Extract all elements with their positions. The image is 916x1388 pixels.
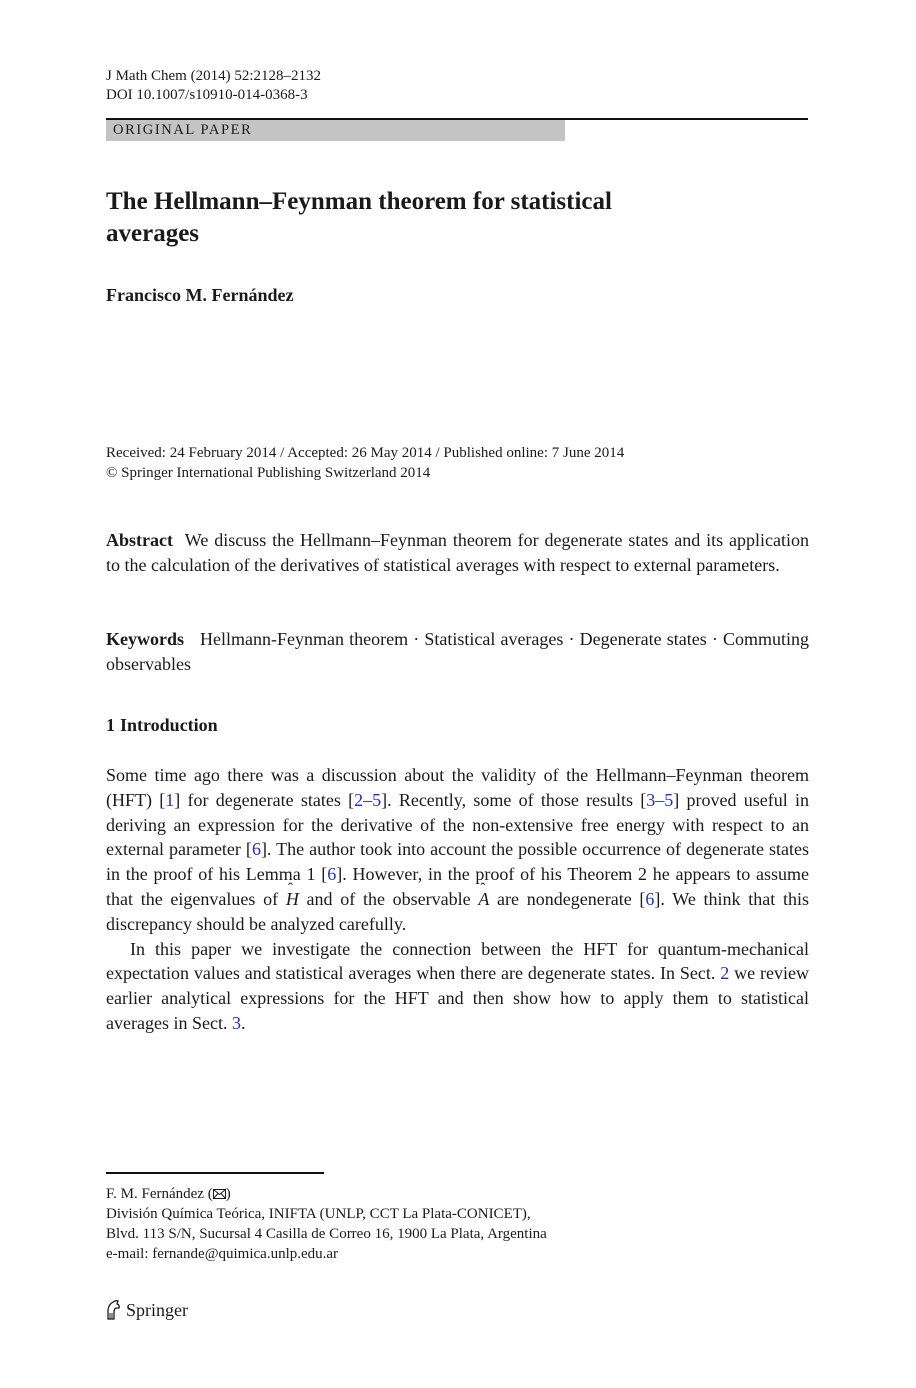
author-footnote: [106, 1184, 547, 1264]
introduction-body: [106, 763, 809, 1036]
text-run: ] for degenerate states [: [174, 789, 355, 810]
text-run: ]. Recently, some of those results [: [381, 789, 647, 810]
section-number: 1: [106, 715, 115, 735]
text-run: .: [240, 1012, 246, 1033]
text-run: In this paper we investigate the connection between the HFT for quantum-mechanical expectation values and statistical averages when there are degenerate states. In Sect.: [106, 938, 809, 984]
footnote-rule: [106, 1172, 324, 1174]
section-heading: [106, 713, 218, 737]
text-run: ]. We think that this discrepancy should be analyzed carefully.: [106, 888, 809, 934]
section-link[interactable]: 2: [720, 963, 730, 984]
text-run: ]. The author took into account the possible occurrence of degenerate states in the proof of his Lemma 1 [: [106, 839, 810, 885]
text-run: ]. However, in the proof of his Theorem 2 he appears to assume that the eigenvalues of: [106, 864, 809, 909]
text-run: are nondegenerate [: [489, 888, 646, 909]
abstract-text: We discuss the Hellmann–Feynman theorem for degenerate states and its application to the calculation of the derivatives of statistical averages with respect to external parameters.: [106, 530, 809, 575]
abstract: [106, 528, 809, 578]
copyright-line: © Springer International Publishing Switzerland 2014: [106, 465, 431, 481]
text-run: ): [225, 1186, 231, 1202]
citation-link[interactable]: 1: [165, 789, 175, 810]
doi: DOI 10.1007/s10910-014-0368-3: [106, 87, 308, 103]
paper-title: The Hellmann–Feynman theorem for statistical averages: [106, 188, 612, 247]
publication-dates: [106, 443, 624, 483]
footnote-address: Blvd. 113 S/N, Sucursal 4 Casilla de Correo 16, 1900 La Plata, Argentina: [106, 1226, 547, 1242]
footnote-affiliation: División Química Teórica, INIFTA (UNLP, CCT La Plata-CONICET),: [106, 1206, 531, 1222]
operator-a-hat: ˆ A: [478, 887, 489, 912]
citation-link[interactable]: 6: [645, 888, 655, 909]
paragraph: [106, 763, 809, 937]
text-run: ] proved useful in deriving an expression for the derivative of the non-extensive free energy with respect to an external parameter [: [106, 789, 809, 860]
envelope-icon: [213, 1189, 226, 1199]
keywords-label: Keywords: [106, 629, 184, 649]
springer-horse-icon: [104, 1299, 122, 1321]
citation-link[interactable]: 3–5: [646, 789, 674, 810]
author-name: Francisco M. Fernández: [106, 285, 294, 305]
text-run: we review earlier analytical expressions for the HFT and then show how to apply them to statistical averages in Sect.: [106, 963, 809, 1033]
keywords-text: Hellmann-Feynman theorem · Statistical averages · Degenerate states · Commuting observables: [106, 629, 809, 674]
footnote-name-line: [106, 1184, 547, 1204]
section-link[interactable]: 3: [231, 1012, 241, 1033]
article-type-banner: ORIGINAL PAPER: [106, 120, 565, 141]
footnote-author: F. M. Fernández (: [106, 1186, 213, 1202]
citation-link[interactable]: 6: [251, 839, 261, 860]
text-run: and of the observable: [298, 888, 479, 909]
abstract-label: Abstract: [106, 530, 173, 550]
text-run: Some time ago there was a discussion about the validity of the Hellmann–Feynman theorem (HFT) [: [106, 765, 809, 810]
journal-info: [106, 67, 321, 105]
publisher-mark: [104, 1298, 188, 1322]
publisher-name: Springer: [126, 1300, 188, 1320]
footnote-email: e-mail: fernande@quimica.unlp.edu.ar: [106, 1246, 339, 1262]
journal-citation: J Math Chem (2014) 52:2128–2132: [106, 68, 321, 84]
keywords: [106, 627, 809, 677]
operator-h-hat: ˆ H: [286, 887, 299, 912]
section-title: Introduction: [120, 715, 218, 735]
paragraph: [106, 937, 809, 1036]
citation-link[interactable]: 6: [327, 864, 337, 885]
history-line: Received: 24 February 2014 / Accepted: 26 May 2014 / Published online: 7 June 2014: [106, 445, 625, 461]
citation-link[interactable]: 2–5: [354, 789, 382, 810]
